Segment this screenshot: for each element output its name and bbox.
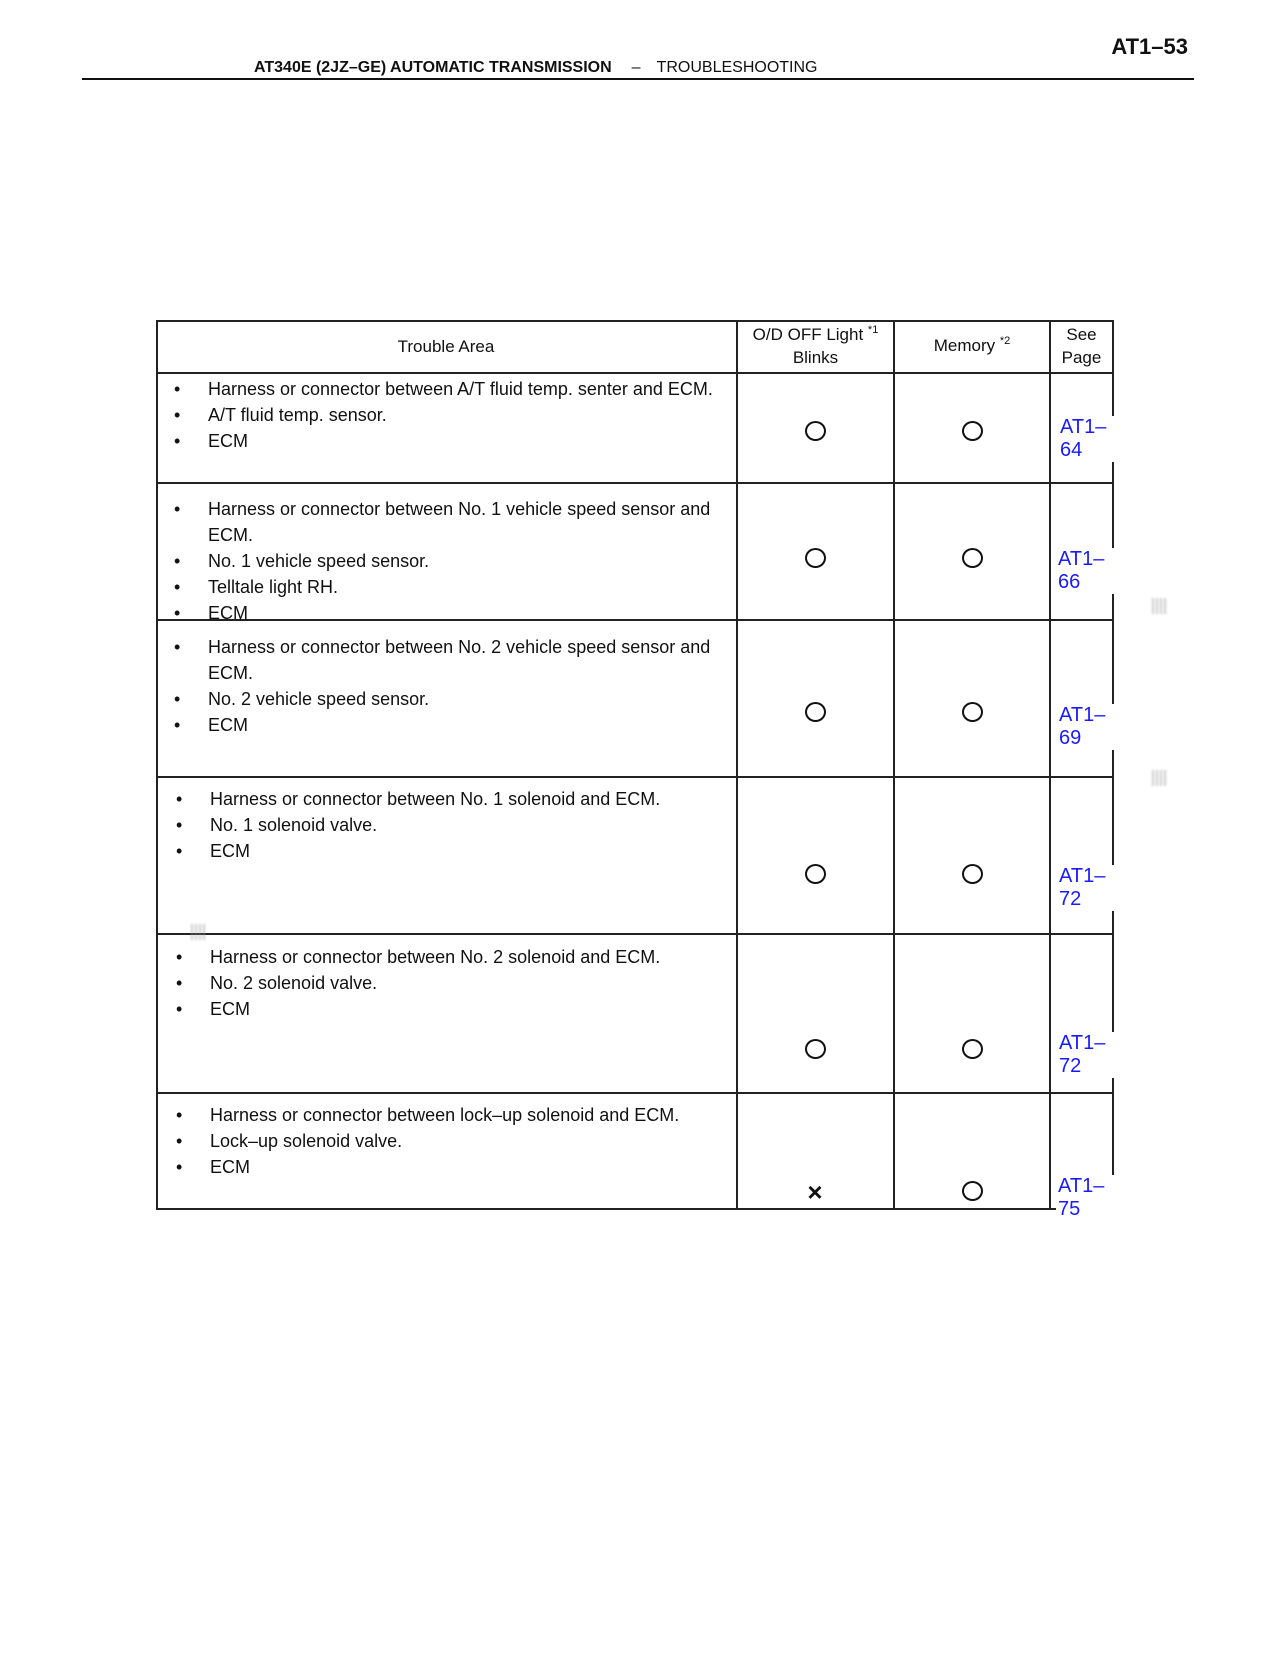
running-header [254,59,817,77]
blinks-label: Blinks [792,348,839,367]
see-page-link[interactable]: AT1–72 [1057,1032,1114,1078]
memory-label: Memory [933,336,996,355]
list-item: • Harness or connector between lock–up solenoid and ECM. [176,1102,731,1128]
header-separator: – [631,59,641,76]
column-header-see-page [1051,323,1112,369]
list-item: • ECM [174,428,729,454]
list-item: • No. 2 vehicle speed sensor. [174,686,729,712]
page-number: AT1–53 [1111,34,1188,59]
page-label: Page [1061,348,1102,367]
scan-smudge [1152,770,1168,786]
table-rule [156,1208,1114,1210]
list-item: • Telltale light RH. [174,574,729,600]
list-item: • ECM [176,838,731,864]
header-rule [82,78,1194,80]
circle-mark-icon [805,548,826,568]
cross-mark-icon: × [807,1177,823,1207]
list-item: • Lock–up solenoid valve. [176,1128,731,1154]
table-rule [156,372,1114,374]
see-page-link[interactable]: AT1–72 [1057,865,1114,911]
table-rule [893,320,895,1210]
column-header-memory [895,334,1049,357]
column-header-trouble-area: Trouble Area [397,337,495,356]
table-rule [156,482,1114,484]
footnote-ref: *2 [999,335,1011,347]
table-rule [1049,320,1051,1210]
circle-mark-icon [962,548,983,568]
list-item: • Harness or connector between No. 2 solenoid and ECM. [176,944,731,970]
scan-smudge [1152,598,1168,614]
header-title-main: AT340E (2JZ–GE) AUTOMATIC TRANSMISSION [254,59,612,76]
table-row-trouble-area [176,944,731,1022]
list-item: • ECM [174,712,729,738]
list-item: • No. 1 solenoid valve. [176,812,731,838]
circle-mark-icon [962,1039,983,1059]
table-row-trouble-area [174,634,729,738]
list-item: • Harness or connector between No. 2 vehicle speed sensor and ECM. [174,634,729,686]
table-row-trouble-area [174,376,729,454]
see-label: See [1066,325,1097,344]
list-item: • ECM [176,996,731,1022]
table-rule [156,933,1114,935]
circle-mark-icon [805,864,826,884]
table-rule [156,320,158,1210]
table-rule [156,1092,1114,1094]
scan-smudge [191,924,207,940]
table-rule [156,776,1114,778]
circle-mark-icon [962,702,983,722]
trouble-table [156,320,1114,1253]
list-item: • No. 2 solenoid valve. [176,970,731,996]
footnote-ref: *1 [867,324,879,336]
list-item: • No. 1 vehicle speed sensor. [174,548,729,574]
circle-mark-icon [805,421,826,441]
header-section: TROUBLESHOOTING [656,59,818,76]
circle-mark-icon [805,702,826,722]
circle-mark-icon [962,864,983,884]
list-item: • Harness or connector between No. 1 vehicle speed sensor and ECM. [174,496,729,548]
column-header-od-off [738,323,893,369]
list-item: • Harness or connector between No. 1 solenoid and ECM. [176,786,731,812]
table-row-trouble-area [174,496,729,626]
circle-mark-icon [962,1181,983,1201]
list-item: • ECM [176,1154,731,1180]
list-item: • A/T fluid temp. sensor. [174,402,729,428]
see-page-link[interactable]: AT1–75 [1056,1175,1114,1221]
list-item: • ECM [174,600,729,626]
table-rule [156,320,1114,322]
see-page-link[interactable]: AT1–64 [1058,416,1114,462]
od-off-label: O/D OFF Light [752,325,864,344]
circle-mark-icon [962,421,983,441]
table-row-trouble-area [176,786,731,864]
list-item: • Harness or connector between A/T fluid temp. senter and ECM. [174,376,729,402]
table-rule [736,320,738,1210]
table-row-trouble-area [176,1102,731,1180]
see-page-link[interactable]: AT1–69 [1057,704,1114,750]
see-page-link[interactable]: AT1–66 [1056,548,1114,594]
circle-mark-icon [805,1039,826,1059]
